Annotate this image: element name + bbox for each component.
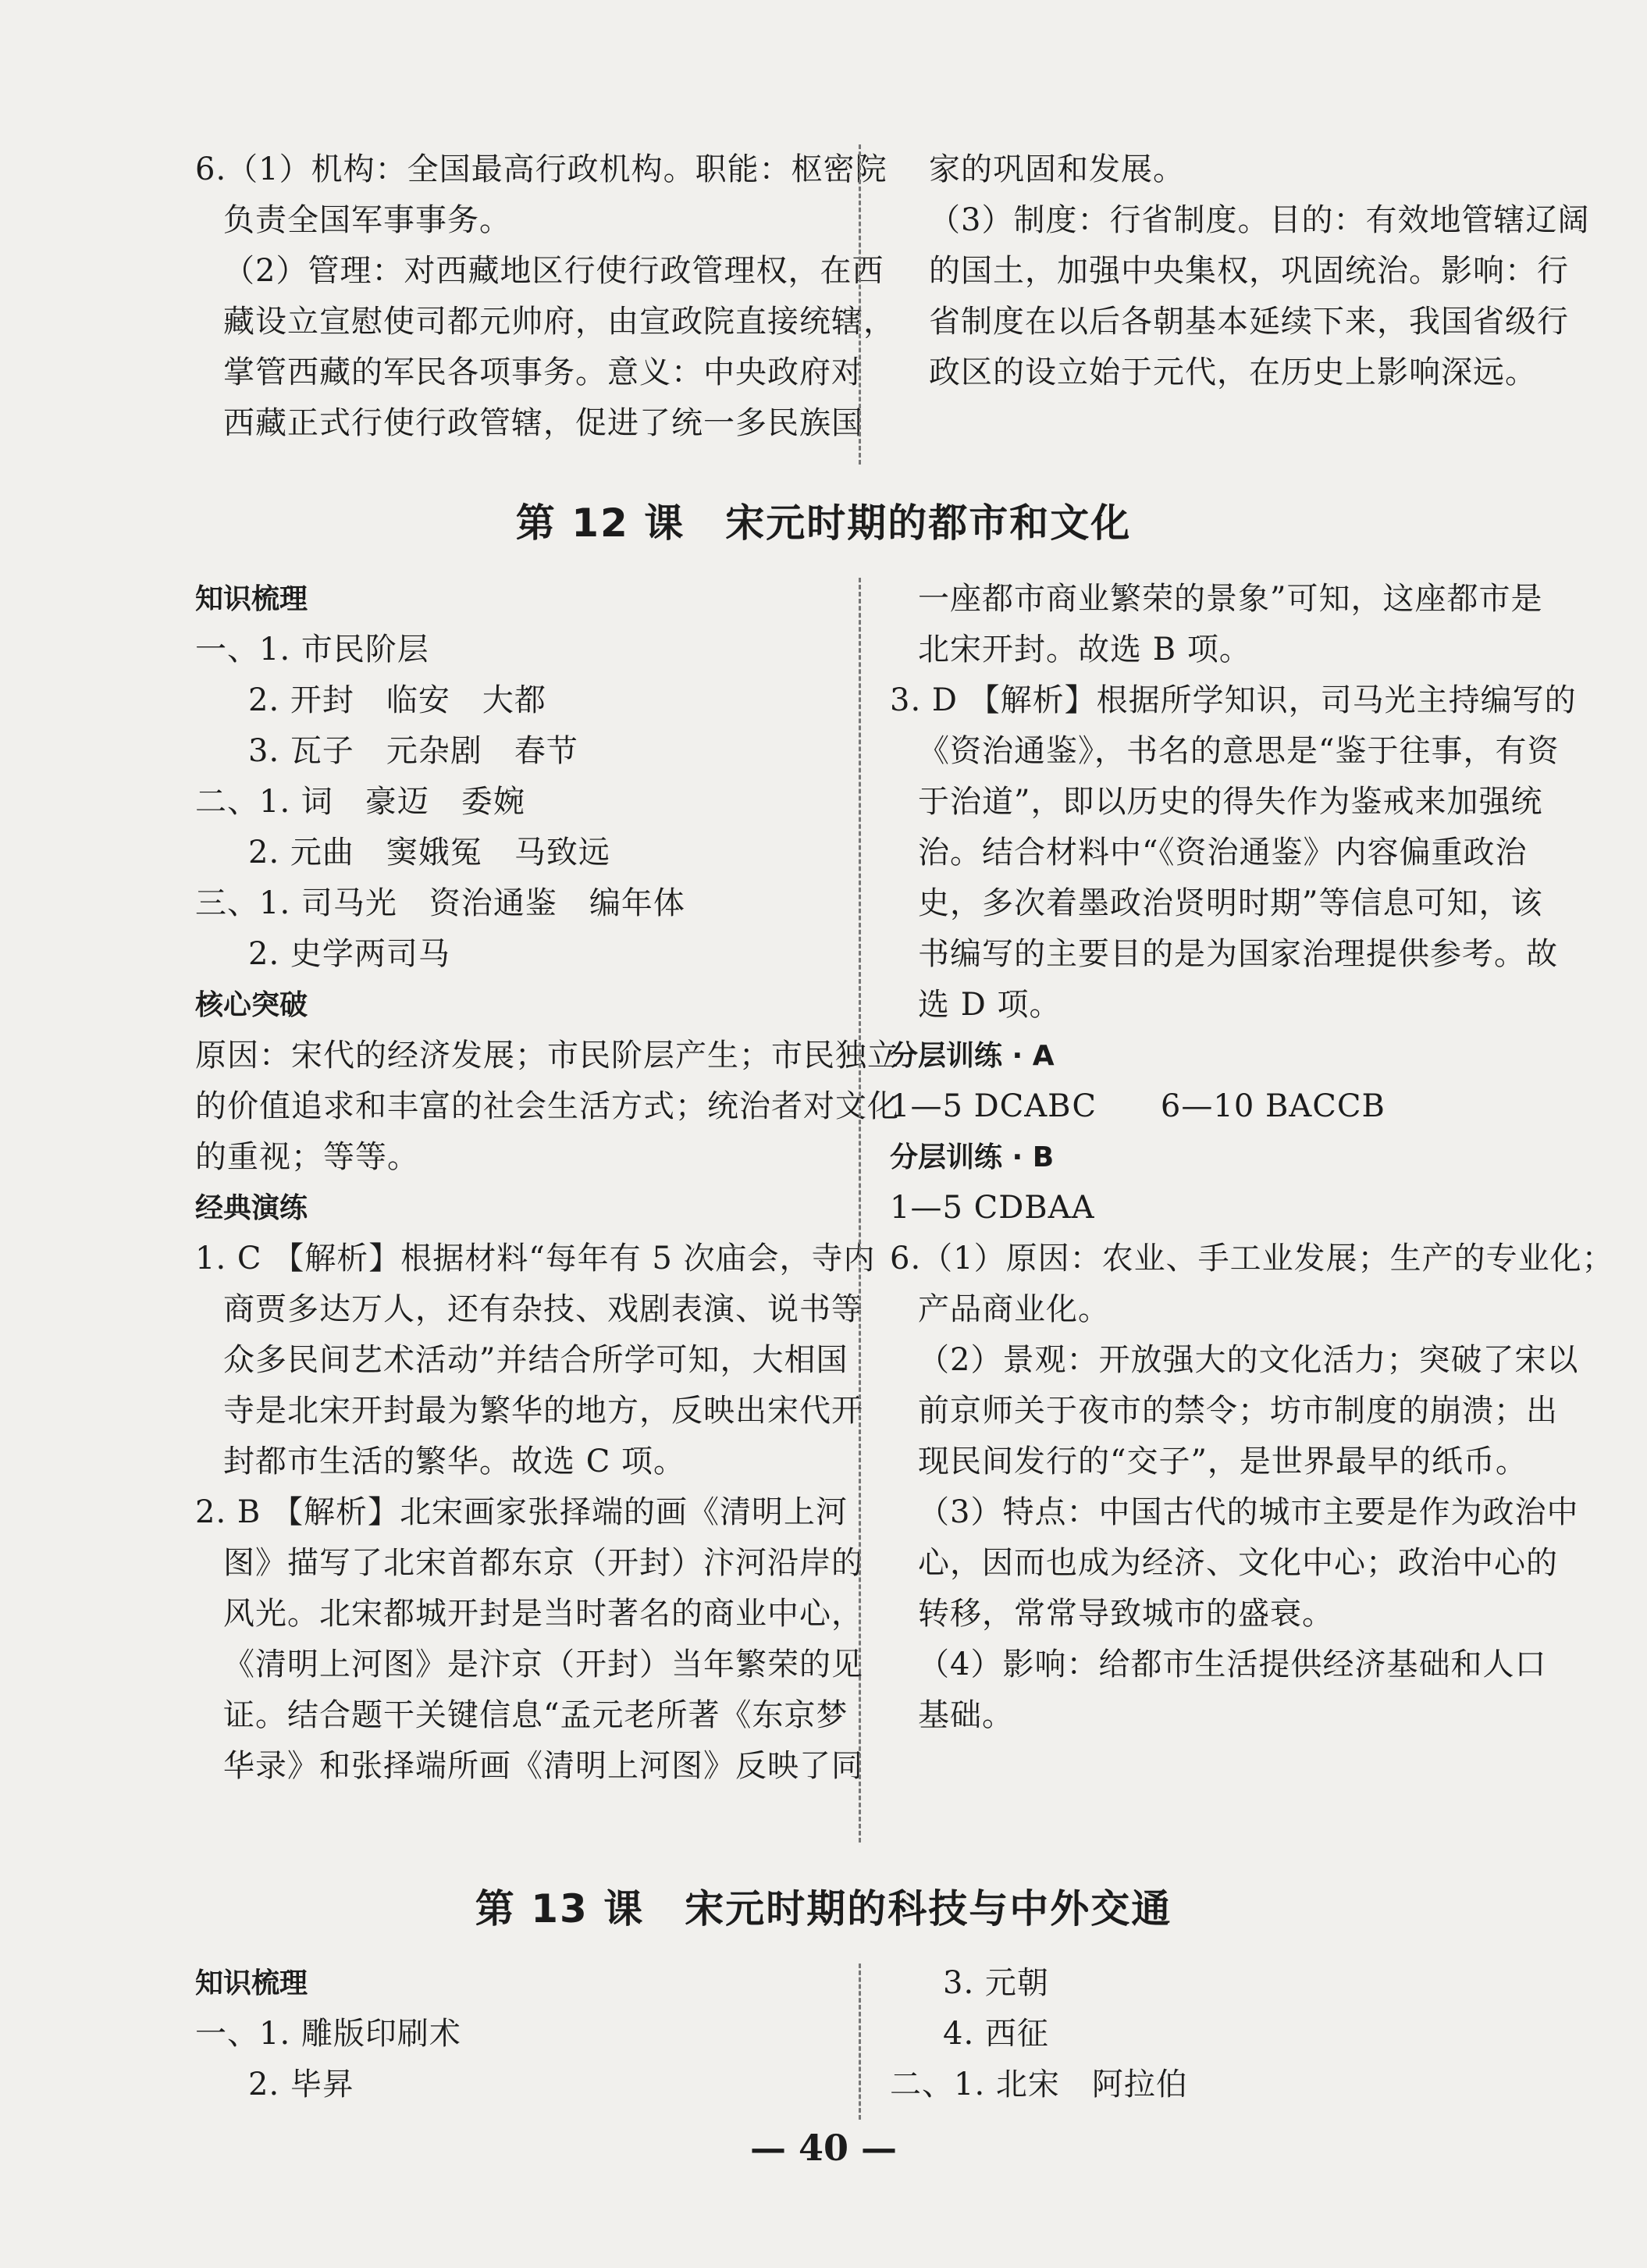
text-line: 众多民间艺术活动”并结合所学可知，大相国 xyxy=(223,1342,848,1378)
text-line: 治。结合材料中“《资治通鉴》内容偏重政治 xyxy=(918,835,1528,871)
text-line: 一座都市商业繁荣的景象”可知，这座都市是 xyxy=(918,581,1543,617)
text-line: 藏设立宣慰使司都元帅府，由宣政院直接统辖， xyxy=(223,304,895,340)
text-line: 史，多次着墨政治贤明时期”等信息可知，该 xyxy=(918,885,1543,921)
text-line: 前京师关于夜市的禁令；坊市制度的崩溃；出 xyxy=(918,1393,1558,1429)
text-line: 《资治通鉴》，书名的意思是“鉴于往事，有资 xyxy=(918,733,1560,769)
text-line: 现民间发行的“交子”，是世界最早的纸币。 xyxy=(918,1444,1528,1479)
top-right-column xyxy=(929,144,1590,398)
text-line: 书编写的主要目的是为国家治理提供参考。故 xyxy=(918,936,1558,972)
column-divider xyxy=(859,1964,861,2120)
text-line: （2）管理：对西藏地区行使行政管理权，在西 xyxy=(223,253,884,289)
text-line: 2. 元曲 窦娥冤 马致远 xyxy=(248,835,610,871)
text-line: 产品商业化。 xyxy=(918,1291,1110,1327)
answer-line: 1—5 CDBAA xyxy=(890,1190,1095,1226)
text-line: 二、1. 北宋 阿拉伯 xyxy=(890,2067,1188,2102)
text-line: 6.（1）原因：农业、手工业发展；生产的专业化； xyxy=(890,1241,1614,1276)
text-line: （3）制度：行省制度。目的：有效地管辖辽阔 xyxy=(929,202,1590,238)
section-heading: 核心突破 xyxy=(195,989,308,1021)
text-line: 的国土，加强中央集权，巩固统治。影响：行 xyxy=(929,253,1569,289)
text-line: 寺是北宋开封最为繁华的地方，反映出宋代开 xyxy=(223,1393,863,1429)
text-line: 选 D 项。 xyxy=(918,987,1062,1023)
text-line: 一、1. 市民阶层 xyxy=(195,632,429,668)
lesson-12-right-column xyxy=(890,574,1614,1741)
page-number: — 40 — xyxy=(749,2127,898,2169)
lesson-13-title: 第 13 课 宋元时期的科技与中外交通 xyxy=(475,1886,1172,1932)
text-line: 商贾多达万人，还有杂技、戏剧表演、说书等 xyxy=(223,1291,863,1327)
text-line: 一、1. 雕版印刷术 xyxy=(195,2016,461,2052)
text-line: 3. 元朝 xyxy=(943,1965,1049,2001)
text-line: 3. 瓦子 元杂剧 春节 xyxy=(248,733,578,769)
text-line: 基础。 xyxy=(918,1697,1014,1733)
text-line: 省制度在以后各朝基本延续下来，我国省级行 xyxy=(929,304,1569,340)
lesson-13-right-column xyxy=(890,1958,1553,2110)
text-line: 封都市生活的繁华。故选 C 项。 xyxy=(223,1444,686,1479)
text-line: 4. 西征 xyxy=(943,2016,1049,2052)
text-line: 图》描写了北宋首都东京（开封）汴河沿岸的 xyxy=(223,1545,863,1581)
text-line: 负责全国军事事务。 xyxy=(223,202,511,238)
section-heading: 知识梳理 xyxy=(195,1967,308,1999)
text-line: 转移，常常导致城市的盛衰。 xyxy=(918,1596,1334,1632)
text-line: 二、1. 词 豪迈 委婉 xyxy=(195,784,525,820)
text-line: 掌管西藏的军民各项事务。意义：中央政府对 xyxy=(223,354,863,390)
text-line: 原因：宋代的经济发展；市民阶层产生；市民独立 xyxy=(195,1038,899,1073)
lesson-13-left-column xyxy=(195,1958,851,2110)
section-heading: 知识梳理 xyxy=(195,583,308,615)
text-line: 2. 开封 临安 大都 xyxy=(248,682,546,718)
text-line: 2. 史学两司马 xyxy=(248,936,450,972)
text-line: 西藏正式行使行政管辖，促进了统一多民族国 xyxy=(223,405,863,441)
section-heading: 经典演练 xyxy=(195,1192,308,1224)
text-line: 华录》和张择端所画《清明上河图》反映了同 xyxy=(223,1748,863,1784)
text-line: 心，因而也成为经济、文化中心；政治中心的 xyxy=(918,1545,1558,1581)
text-line: （2）景观：开放强大的文化活力；突破了宋以 xyxy=(918,1342,1579,1378)
section-heading: 分层训练 · B xyxy=(890,1141,1055,1173)
lesson-12-left-column xyxy=(195,574,899,1792)
column-divider xyxy=(859,144,861,465)
text-line: 政区的设立始于元代，在历史上影响深远。 xyxy=(929,354,1537,390)
text-line: 1. C 【解析】根据材料“每年有 5 次庙会，寺内 xyxy=(195,1241,876,1276)
text-line: 于治道”，即以历史的得失作为鉴戒来加强统 xyxy=(918,784,1543,820)
top-left-column xyxy=(195,144,895,449)
text-line: 2. B 【解析】北宋画家张择端的画《清明上河 xyxy=(195,1494,848,1530)
text-line: （3）特点：中国古代的城市主要是作为政治中 xyxy=(918,1494,1579,1530)
text-line: 2. 毕昇 xyxy=(248,2067,354,2102)
text-line: 风光。北宋都城开封是当时著名的商业中心， xyxy=(223,1596,863,1632)
text-line: 家的巩固和发展。 xyxy=(929,151,1185,187)
text-line: 北宋开封。故选 B 项。 xyxy=(918,632,1251,668)
lesson-12-title: 第 12 课 宋元时期的都市和文化 xyxy=(515,500,1132,546)
text-line: 《清明上河图》是汴京（开封）当年繁荣的见 xyxy=(223,1647,863,1682)
text-line: 的重视；等等。 xyxy=(195,1139,419,1175)
text-line: 的价值追求和丰富的社会生活方式；统治者对文化 xyxy=(195,1088,899,1124)
text-line: （4）影响：给都市生活提供经济基础和人口 xyxy=(918,1647,1547,1682)
text-line: 3. D 【解析】根据所学知识，司马光主持编写的 xyxy=(890,682,1577,718)
section-heading: 分层训练 · A xyxy=(890,1040,1055,1072)
text-line: 6.（1）机构：全国最高行政机构。职能：枢密院 xyxy=(195,151,888,187)
column-divider xyxy=(859,578,861,1843)
answer-line: 1—5 DCABC 6—10 BACCB xyxy=(890,1088,1386,1124)
text-line: 证。结合题干关键信息“孟元老所著《东京梦 xyxy=(223,1697,848,1733)
text-line: 三、1. 司马光 资治通鉴 编年体 xyxy=(195,885,685,921)
